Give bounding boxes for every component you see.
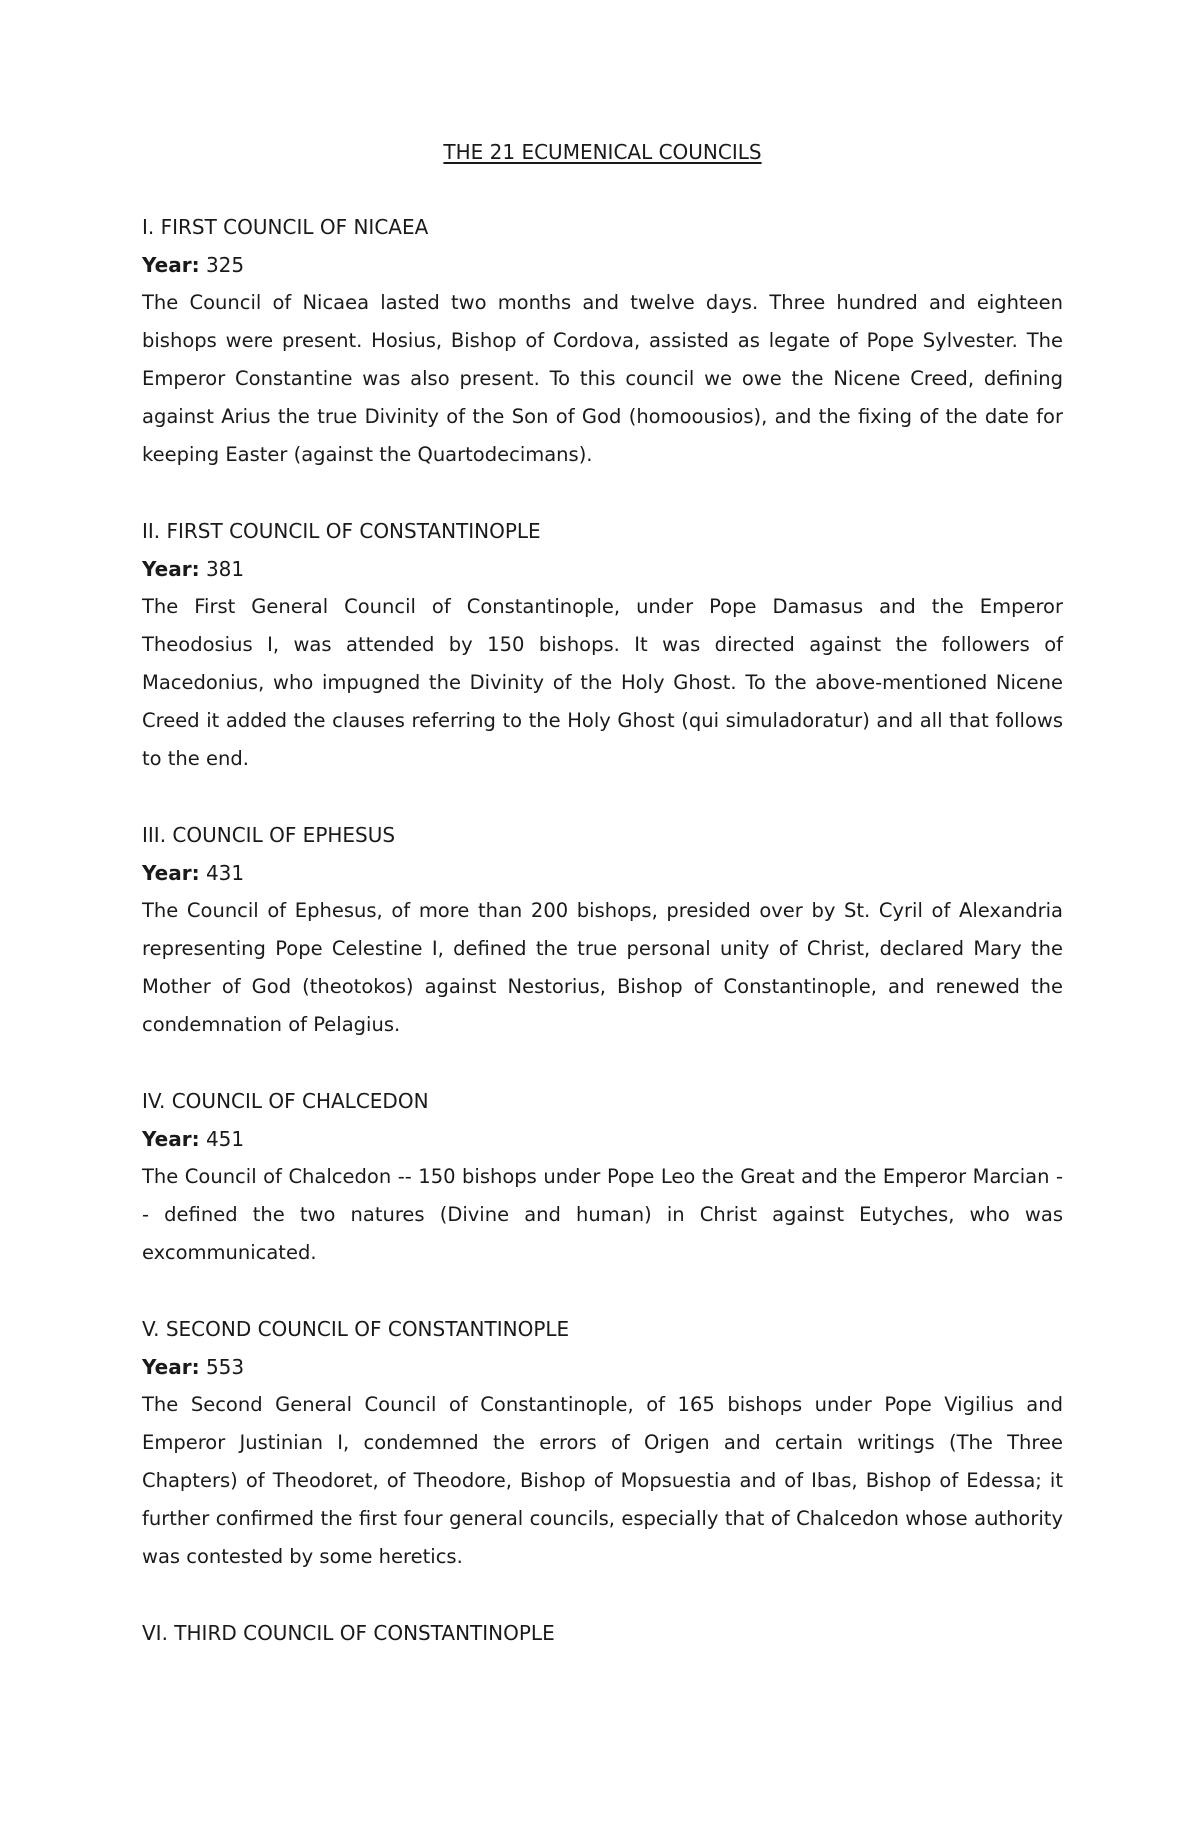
council-body: The Second General Council of Constantinople, of 165 bishops under Pope Vigilius and Emperor Justinian I, condemned the errors of Origen and certain writings (The Three Chapters) of Theodoret, of Theodore, Bishop of Mopsuestia and of Ibas, Bishop of Edessa; it further confirmed the first four general councils, especially that of Chalcedon whose authority was contested by some heretics. (142, 1393, 1063, 1568)
council-heading: V. SECOND COUNCIL OF CONSTANTINOPLE (142, 1317, 570, 1341)
document-title: THE 21 ECUMENICAL COUNCILS (443, 140, 762, 164)
council-body: The Council of Chalcedon -- 150 bishops under Pope Leo the Great and the Emperor Marcian -- defined the two natures (Divine and human) in Christ against Eutyches, who was excommunicated. (142, 1165, 1063, 1264)
council-heading: I. FIRST COUNCIL OF NICAEA (142, 215, 429, 239)
council-section-4 (142, 1082, 1063, 1272)
council-heading: II. FIRST COUNCIL OF CONSTANTINOPLE (142, 519, 541, 543)
year-value: 381 (205, 557, 245, 581)
council-body: The Council of Nicaea lasted two months and twelve days. Three hundred and eighteen bishops were present. Hosius, Bishop of Cordova, assisted as legate of Pope Sylvester. The Emperor Constantine was also present. To this council we owe the Nicene Creed, defining against Arius the true Divinity of the Son of God (homoousios), and the fixing of the date for keeping Easter (against the Quartodecimans). (142, 291, 1063, 466)
year-label: Year: (142, 1127, 200, 1151)
council-heading: IV. COUNCIL OF CHALCEDON (142, 1089, 429, 1113)
council-year (142, 854, 1063, 892)
year-value: 431 (205, 861, 245, 885)
council-year (142, 246, 1063, 284)
year-label: Year: (142, 1355, 200, 1379)
council-body: The Council of Ephesus, of more than 200 bishops, presided over by St. Cyril of Alexandria representing Pope Celestine I, defined the true personal unity of Christ, declared Mary the Mother of God (theotokos) against Nestorius, Bishop of Constantinople, and renewed the condemnation of Pelagius. (142, 899, 1063, 1036)
council-heading: VI. THIRD COUNCIL OF CONSTANTINOPLE (142, 1621, 555, 1645)
council-section-3 (142, 816, 1063, 1044)
council-section-2 (142, 512, 1063, 778)
council-year (142, 1348, 1063, 1386)
year-value: 553 (205, 1355, 245, 1379)
council-heading: III. COUNCIL OF EPHESUS (142, 823, 396, 847)
year-label: Year: (142, 557, 200, 581)
council-body: The First General Council of Constantinople, under Pope Damasus and the Emperor Theodosius I, was attended by 150 bishops. It was directed against the followers of Macedonius, who impugned the Divinity of the Holy Ghost. To the above-mentioned Nicene Creed it added the clauses referring to the Holy Ghost (qui simuladoratur) and all that follows to the end. (142, 595, 1063, 770)
council-year (142, 1120, 1063, 1158)
council-section-1 (142, 208, 1063, 474)
year-label: Year: (142, 253, 200, 277)
year-label: Year: (142, 861, 200, 885)
council-section-6 (142, 1614, 1063, 1652)
council-year (142, 550, 1063, 588)
year-value: 325 (205, 253, 245, 277)
council-section-5 (142, 1310, 1063, 1576)
document-page (142, 140, 1063, 1690)
year-value: 451 (205, 1127, 245, 1151)
